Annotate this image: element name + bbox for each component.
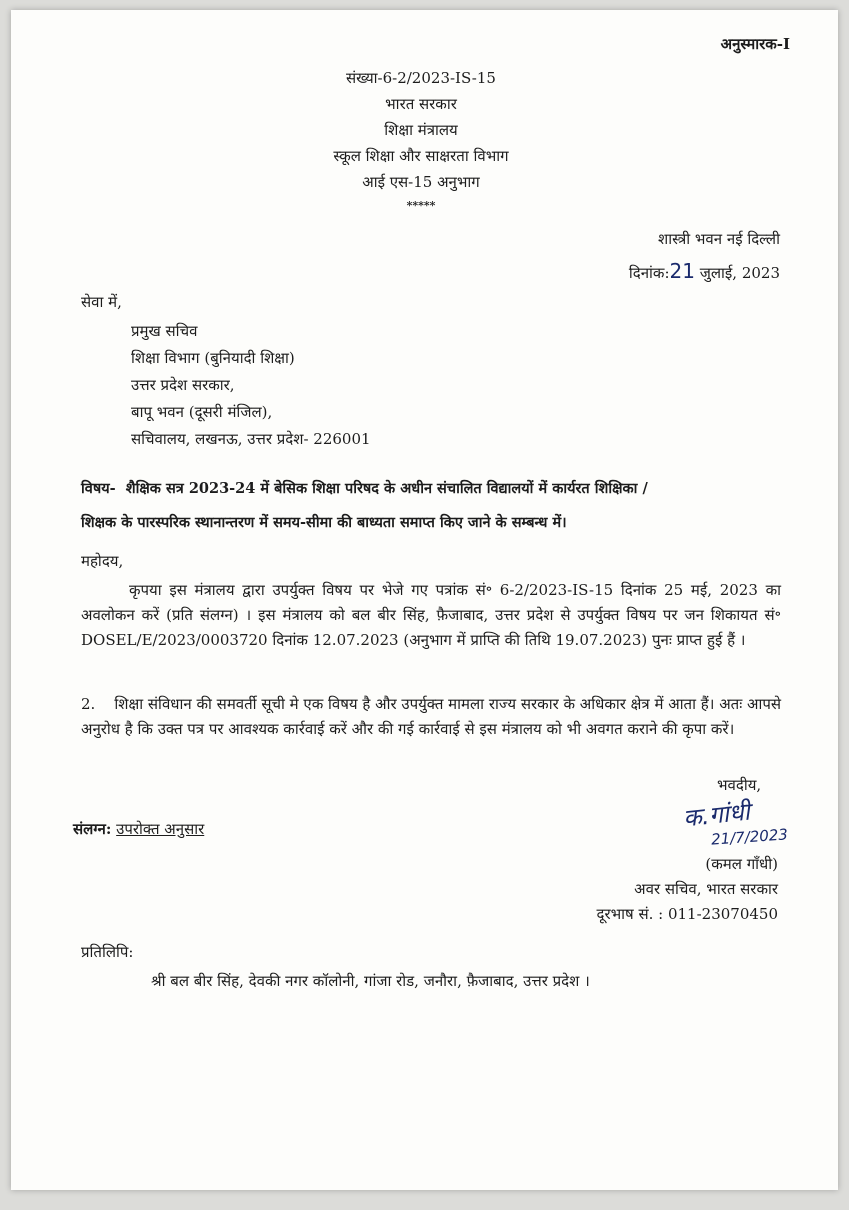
reference-number: संख्या-6-2/2023-IS-15 (346, 69, 496, 87)
header-stars: ***** (406, 199, 436, 212)
enclosure (73, 819, 204, 839)
paragraph-1: कृपया इस मंत्रालय द्वारा उपर्युक्त विषय पर भेजे गए पत्रांक सं॰ 6-2/2023-IS-15 दिनांक 25 मई, 2023 का अवलोकन करें (प्रति संलग्न) । इस मंत्रालय को बल बीर सिंह, फ़ैजाबाद, उत्तर प्रदेश से उपर्युक्त विषय पर जन शिकायत सं॰ DOSEL/E/2023/0003720 दिनांक 12.07.2023 (अनुभाग में प्राप्ति की तिथि 19.07.2023) पुनः प्राप्त हुई हैं । (81, 581, 781, 649)
enclosure-label: संलग्न: (73, 820, 112, 838)
addressee-line: शिक्षा विभाग (बुनियादी शिक्षा) (131, 349, 295, 367)
subject-text-post: में बेसिक शिक्षा परिषद के अधीन संचालित विद्यालयों में कार्यरत शिक्षिका / (255, 480, 648, 497)
copy-recipient: श्री बल बीर सिंह, देवकी नगर कॉलोनी, गांजा रोड, जनौरा, फ़ैजाबाद, उत्तर प्रदेश । (151, 972, 590, 990)
copy-label: प्रतिलिपि: (81, 943, 134, 961)
greeting: महोदय, (81, 552, 124, 570)
addressee-block (131, 318, 371, 453)
letter-date (629, 255, 780, 289)
letter-header (291, 65, 551, 217)
letter-page (11, 10, 838, 1190)
subject-text-pre: शैक्षिक सत्र (125, 480, 189, 497)
place: शास्त्री भवन नई दिल्ली (658, 230, 780, 248)
paragraph-2-text: शिक्षा संविधान की समवर्ती सूची मे एक विषय है और उपर्युक्त मामला राज्य सरकार के अधिकार क्षेत्र में आता हैं। अतः आपसे अनुरोध है कि उक्त पत्र पर आवश्यक कार्रवाई करें और की गई कार्रवाई से इस मंत्रालय को भी अवगत कराने की कृपा करें। (81, 695, 781, 738)
paragraph-2-number: 2. (81, 695, 96, 713)
signatory-phone: दूरभाष सं. : 011-23070450 (596, 905, 778, 923)
date-day-handwritten: 21 (669, 259, 695, 283)
subject-block (81, 472, 786, 540)
memo-tag: अनुस्मारक-I (720, 35, 790, 53)
government-name: भारत सरकार (385, 95, 457, 113)
date-label: दिनांक: (628, 264, 670, 282)
addressee-line: प्रमुख सचिव (131, 322, 198, 340)
paragraph-2 (81, 692, 781, 742)
addressee-line: सचिवालय, लखनऊ, उत्तर प्रदेश- 226001 (131, 430, 371, 448)
signatory-name: (कमल गाँधी) (705, 855, 778, 873)
addressee-line: उत्तर प्रदेश सरकार, (131, 376, 235, 394)
subject-line-2: शिक्षक के पारस्परिक स्थानान्तरण में समय-सीमा की बाध्यता समाप्त किए जाने के सम्बन्ध में। (81, 514, 567, 531)
addressee-line: बापू भवन (दूसरी मंजिल), (131, 403, 273, 421)
subject-label: विषय- (81, 480, 116, 497)
department-name: स्कूल शिक्षा और साक्षरता विभाग (333, 147, 509, 165)
place-date-block (629, 223, 780, 289)
date-month-year: जुलाई, 2023 (694, 264, 780, 282)
signature-date: 21/7/2023 (710, 825, 789, 849)
subject-line-1 (81, 472, 786, 506)
signature: क.गांधी (681, 797, 752, 833)
signatory-designation: अवर सचिव, भारत सरकार (634, 880, 778, 898)
subject-session: 2023-24 (188, 480, 256, 497)
section-name: आई एस-15 अनुभाग (362, 173, 480, 191)
salutation-to: सेवा में, (81, 293, 122, 311)
enclosure-value: उपरोक्त अनुसार (116, 820, 205, 838)
yours-faithfully: भवदीय, (717, 776, 762, 794)
ministry-name: शिक्षा मंत्रालय (384, 121, 458, 139)
signatory-block (596, 852, 778, 927)
